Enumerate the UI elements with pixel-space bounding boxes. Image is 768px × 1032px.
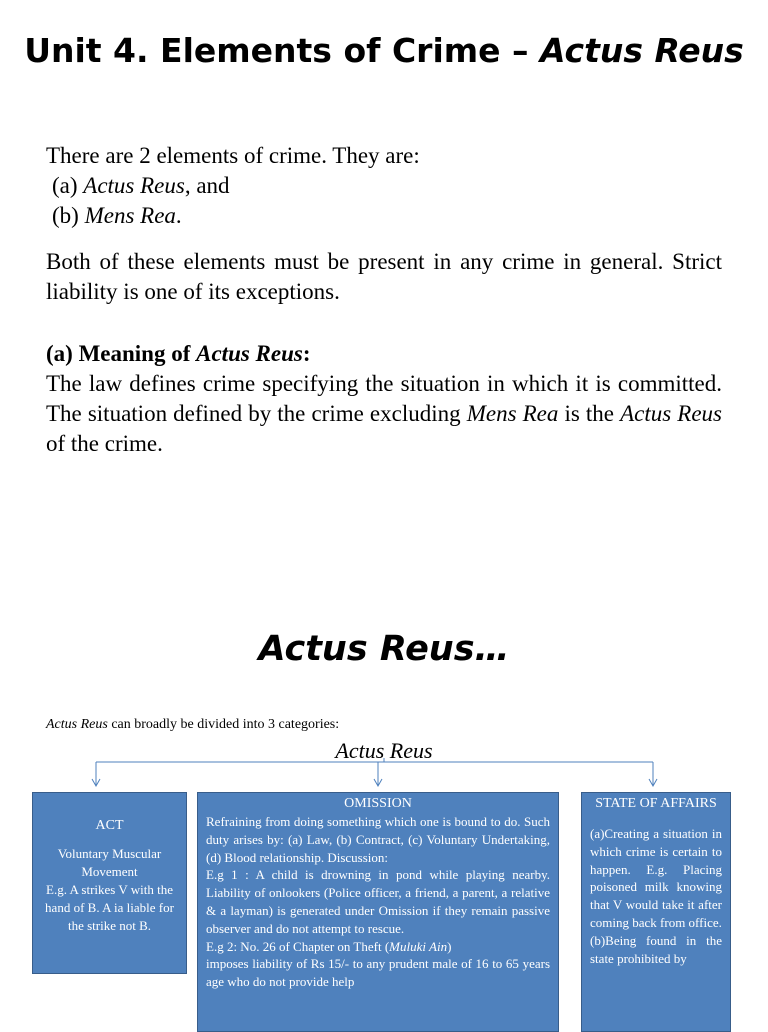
both-elements-text: Both of these elements must be present in any crime in general. Strict liability is one of its exceptions. (46, 249, 722, 304)
meaning-term-mens-rea: Mens Rea (466, 401, 559, 426)
omission-example-2-detail: imposes liability of Rs 15/- to any prudent male of 16 to 65 years age who do not provide help (206, 956, 550, 990)
omission-example-1: E.g 1 : A child is drowning in pond while playing nearby. Liability of onlookers (Police officer, a friend, a parent, a relative & a layman) is generated under Omission if they remain passive observer and do not attempt to rescue. (206, 867, 550, 936)
caption-term: Actus Reus (46, 717, 108, 732)
caption-text: can broadly be divided into 3 categories: (107, 717, 340, 732)
omission-example-2-suffix: ) (447, 938, 452, 954)
meaning-heading-term: Actus Reus (196, 341, 303, 366)
category-box-state-of-affairs (581, 792, 731, 1032)
meaning-text-part1: The law defines crime specifying the situation in which it is committed. The situation defined by the crime excluding (46, 371, 722, 426)
omission-heading: OMISSION (344, 796, 412, 811)
meaning-heading (46, 339, 722, 369)
list-item-a-term: Actus Reus (83, 173, 185, 198)
both-elements-paragraph (46, 247, 722, 307)
list-item-a-prefix: (a) (52, 173, 84, 198)
state-example-b: (b)Being found in the state prohibited by (590, 932, 722, 966)
category-box-omission (197, 792, 559, 1032)
meaning-heading-prefix: (a) Meaning of (46, 341, 197, 366)
list-item-a-suffix: , and (184, 173, 230, 198)
arrowhead-right (649, 779, 657, 786)
omission-example-2-term: Muluki Ain (389, 938, 448, 954)
categories-caption (46, 716, 339, 734)
meaning-text-part3: of the crime. (46, 431, 163, 456)
meaning-text (46, 369, 722, 459)
category-box-act (32, 792, 187, 974)
list-item-a (46, 171, 722, 201)
list-item-b-term: Mens Rea (84, 203, 176, 228)
intro-line: There are 2 elements of crime. They are: (46, 143, 420, 168)
act-example: E.g. A strikes V with the hand of B. A ia liable for the strike not B. (45, 882, 174, 933)
list-item-b-prefix: (b) (52, 203, 85, 228)
state-heading: STATE OF AFFAIRS (595, 796, 717, 811)
arrowhead-middle (374, 779, 382, 786)
act-heading: ACT (95, 818, 124, 833)
list-item-b-suffix: . (175, 203, 182, 228)
omission-example-2 (206, 938, 550, 956)
omission-definition: Refraining from doing something which one is bound to do. Such duty arises by: (a) Law, (b) Contract, (c) Voluntary Undertaking, (d) Blood relationship. Discussion: (206, 814, 550, 865)
meaning-text-part2: is the (558, 401, 621, 426)
state-example-a: (a)Creating a situation in which crime is certain to happen. E.g. Placing poisoned milk knowing that V would take it after coming back from office. (590, 826, 722, 930)
omission-example-2-prefix: E.g 2: No. 26 of Chapter on Theft ( (206, 938, 390, 954)
list-item-b (46, 201, 722, 231)
slide-title-italic: Actus Reus (540, 31, 744, 70)
diagram-root-label: Actus Reus (335, 738, 433, 763)
slide2-title: Actus Reus… (258, 629, 510, 669)
meaning-term-actus-reus: Actus Reus (620, 401, 722, 426)
slide-actus-reus-categories (0, 565, 768, 1024)
meaning-section (46, 339, 722, 459)
arrowhead-left (92, 779, 100, 786)
act-definition: Voluntary Muscular Movement (57, 846, 162, 879)
slide-title (0, 30, 768, 72)
meaning-heading-suffix: : (302, 341, 311, 366)
intro-paragraph (46, 141, 722, 231)
slide-title-main: Unit 4. Elements of Crime – (24, 31, 541, 70)
